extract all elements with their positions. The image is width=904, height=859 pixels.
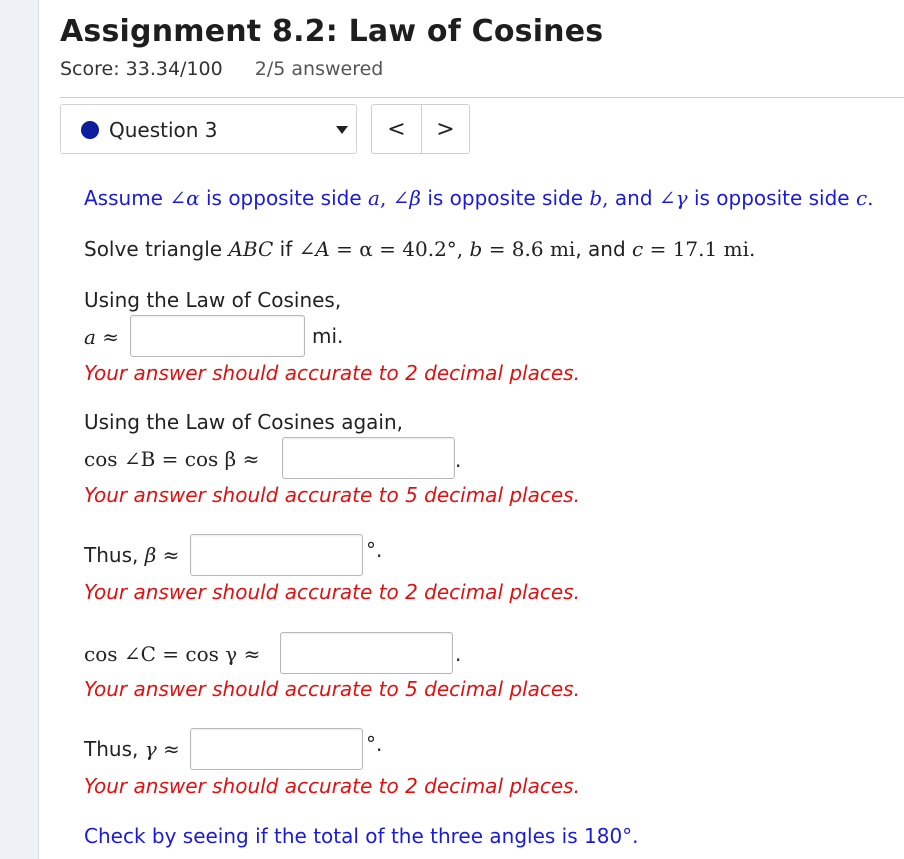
assume-mid2: is opposite side <box>420 186 590 210</box>
question-dropdown[interactable] <box>60 104 357 154</box>
solve-prefix: Solve triangle <box>84 237 229 261</box>
previous-question-button[interactable]: < <box>372 105 422 153</box>
part-gamma-prefix: Thus, <box>84 737 139 761</box>
part-cosb-intro: Using the Law of Cosines again, <box>84 410 404 434</box>
page-title: Assignment 8.2: Law of Cosines <box>60 14 604 49</box>
angle-a-value: = α = 40.2° <box>336 237 457 261</box>
part-beta-unit: °. <box>366 538 383 562</box>
side-b: b <box>589 186 603 210</box>
part-gamma-unit: °. <box>366 732 383 756</box>
b-value: = 8.6 mi <box>488 237 576 261</box>
angle-alpha: ∠α <box>169 186 200 210</box>
cos-gamma-answer-input[interactable] <box>280 632 453 674</box>
and-word: , and <box>575 237 633 261</box>
part-a-hint: Your answer should accurate to 2 decimal places. <box>84 361 580 385</box>
part-beta-hint: Your answer should accurate to 2 decimal places. <box>84 580 580 604</box>
caret-down-icon <box>336 126 348 134</box>
part-cosc-expr: cos ∠C = cos γ ≈ <box>84 642 261 666</box>
part-gamma-line <box>84 737 180 761</box>
side-a-answer-input[interactable] <box>130 315 305 357</box>
left-rail <box>0 0 39 859</box>
solve-statement <box>84 237 755 261</box>
triangle-abc: ABC <box>228 237 274 261</box>
b-symbol: b <box>469 237 489 261</box>
assume-and: and <box>608 186 659 210</box>
part-beta-symbol: β ≈ <box>144 543 180 567</box>
answered-count: 2/5 answered <box>254 58 384 80</box>
score-text: Score: 33.34/100 <box>60 58 223 80</box>
angle-beta: ∠β <box>392 186 421 210</box>
part-cosb-unit: . <box>455 448 462 472</box>
part-cosc-hint: Your answer should accurate to 5 decimal places. <box>84 677 580 701</box>
part-cosc-unit: . <box>455 642 462 666</box>
comma-2: , <box>602 186 609 210</box>
side-a: a <box>368 186 380 210</box>
beta-answer-input[interactable] <box>190 534 363 576</box>
part-gamma-symbol: γ ≈ <box>144 737 180 761</box>
angle-a-label: ∠A <box>298 237 330 261</box>
comma-1: , <box>379 186 393 210</box>
assume-mid1: is opposite side <box>199 186 368 210</box>
angle-gamma: ∠γ <box>658 186 688 210</box>
side-c: c <box>855 186 868 210</box>
assume-prefix: Assume <box>84 186 170 210</box>
part-beta-line <box>84 543 179 567</box>
part-cosb-hint: Your answer should accurate to 5 decimal places. <box>84 483 580 507</box>
c-symbol: c <box>632 237 650 261</box>
part-a-intro: Using the Law of Cosines, <box>84 288 342 312</box>
gamma-answer-input[interactable] <box>190 728 363 770</box>
question-nav-group <box>371 104 470 154</box>
score-row <box>60 58 383 80</box>
c-value: = 17.1 mi. <box>649 237 756 261</box>
cos-beta-answer-input[interactable] <box>282 437 455 479</box>
assume-mid3: is opposite side <box>687 186 856 210</box>
check-instruction: Check by seeing if the total of the three angles is 180°. <box>84 824 639 848</box>
header-divider <box>60 97 904 98</box>
question-dropdown-label: Question 3 <box>109 118 218 142</box>
assumption-statement <box>84 186 874 210</box>
comma-3: , <box>456 237 470 261</box>
part-a-symbol: a ≈ <box>84 325 120 349</box>
question-status-dot-icon <box>81 121 99 139</box>
period-1: . <box>867 186 874 210</box>
part-beta-prefix: Thus, <box>84 543 139 567</box>
part-a-unit: mi. <box>312 324 344 348</box>
next-question-button[interactable]: > <box>436 116 455 142</box>
solve-if: if <box>273 237 299 261</box>
part-cosb-expr: cos ∠B = cos β ≈ <box>84 447 260 471</box>
part-gamma-hint: Your answer should accurate to 2 decimal places. <box>84 774 580 798</box>
